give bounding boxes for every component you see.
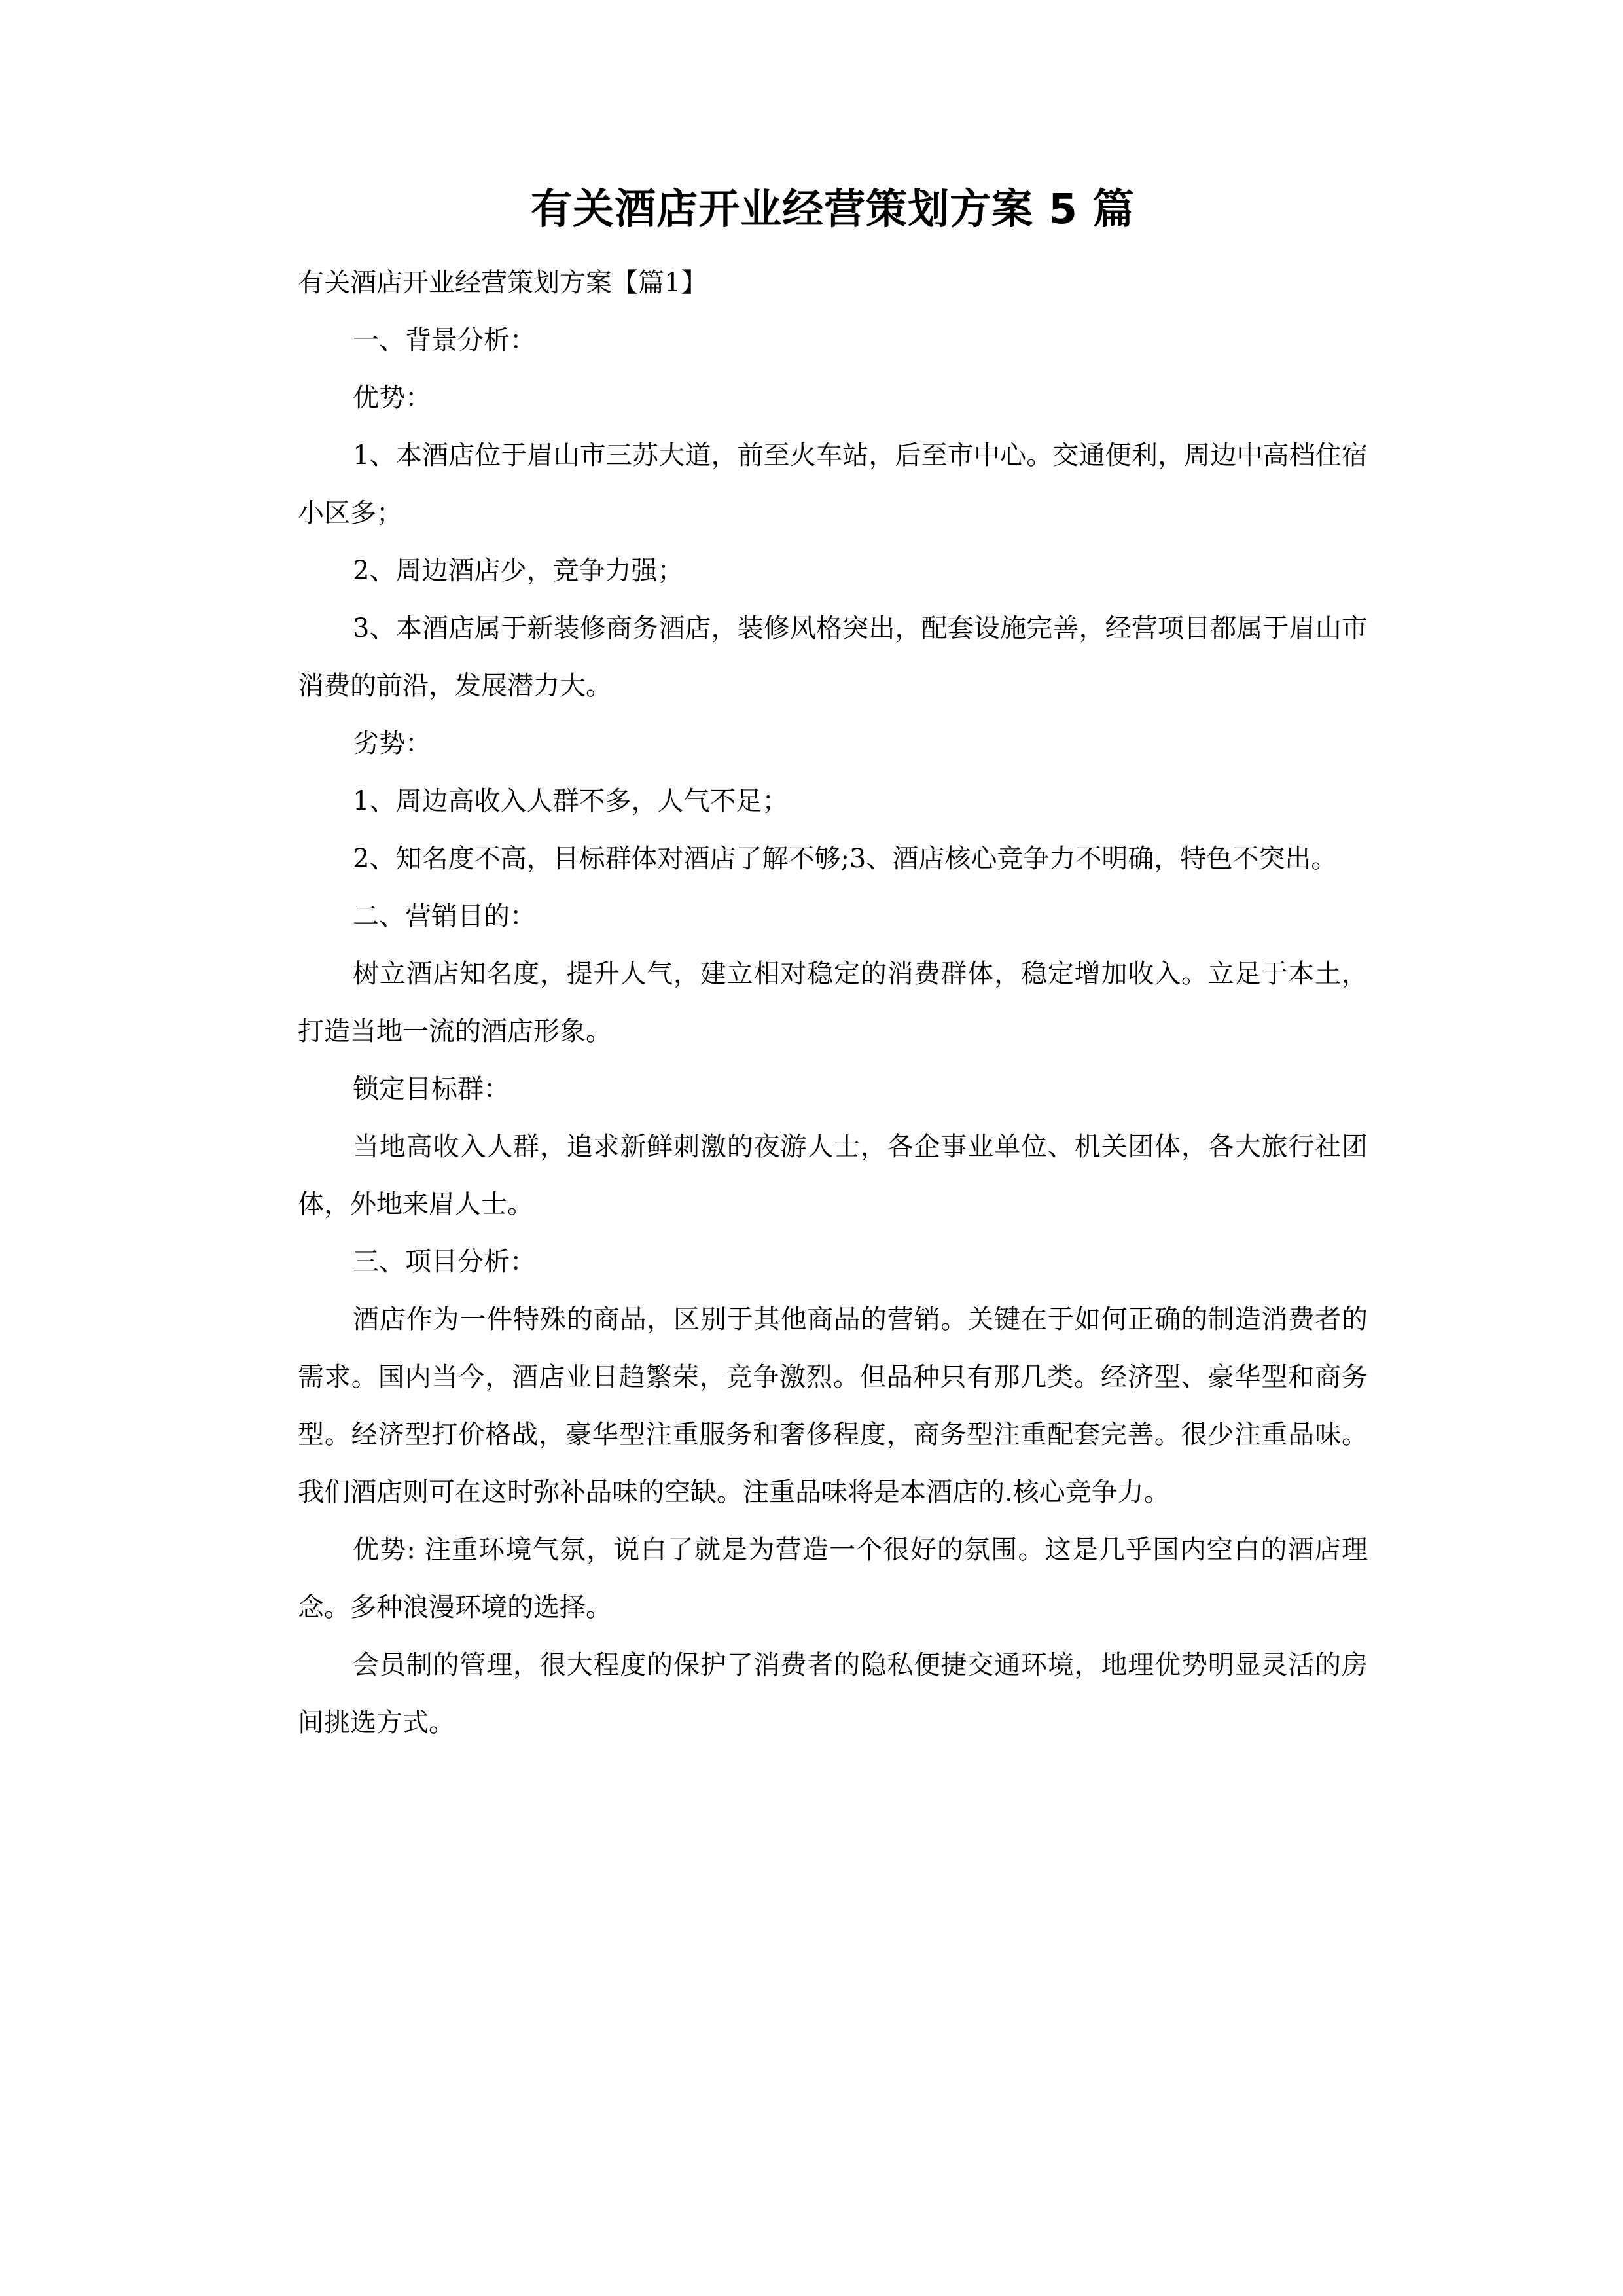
section-heading-marketing-objective: 二、营销目的： bbox=[353, 901, 536, 931]
document-subtitle: 有关酒店开业经营策划方案【篇1】 bbox=[298, 268, 707, 298]
weakness-item-2: 2、知名度不高，目标群体对酒店了解不够;3、酒店核心竞争力不明确，特色不突出。 bbox=[353, 844, 1338, 874]
document-body bbox=[298, 177, 1368, 1751]
marketing-objective-body: 树立酒店知名度，提升人气，建立相对稳定的消费群体，稳定增加收入。立足于本土，打造当地一流的酒店形象。 bbox=[298, 959, 1368, 1047]
target-audience-body: 当地高收入人群，追求新鲜刺激的夜游人士，各企事业单位、机关团体，各大旅行社团体，外地来眉人士。 bbox=[298, 1132, 1368, 1219]
membership-management-body: 会员制的管理，很大程度的保护了消费者的隐私便捷交通环境，地理优势明显灵活的房间挑选方式。 bbox=[298, 1650, 1368, 1738]
strength-item-2: 2、周边酒店少，竞争力强； bbox=[353, 556, 684, 586]
strength-item-1: 1、本酒店位于眉山市三苏大道，前至火车站，后至市中心。交通便利，周边中高档住宿小区多； bbox=[298, 440, 1368, 528]
project-advantage-body: 优势: 注重环境气氛，说白了就是为营造一个很好的氛围。这是几乎国内空白的酒店理念。多种浪漫环境的选择。 bbox=[298, 1535, 1368, 1623]
page-title: 有关酒店开业经营策划方案 5 篇 bbox=[531, 185, 1135, 233]
strength-item-3: 3、本酒店属于新装修商务酒店，装修风格突出，配套设施完善，经营项目都属于眉山市消费的前沿，发展潜力大。 bbox=[298, 613, 1368, 701]
subheading-weaknesses: 劣势： bbox=[353, 728, 431, 759]
weakness-item-1: 1、周边高收入人群不多，人气不足； bbox=[353, 786, 789, 816]
subheading-target-audience: 锁定目标群： bbox=[353, 1074, 510, 1104]
project-analysis-body: 酒店作为一件特殊的商品，区别于其他商品的营销。关键在于如何正确的制造消费者的需求。国内当今，酒店业日趋繁荣，竞争激烈。但品种只有那几类。经济型、豪华型和商务型。经济型打价格战，豪华型注重服务和奢侈程度，商务型注重配套完善。很少注重品味。我们酒店则可在这时弥补品味的空缺。注重品味将是本酒店的.核心竞争力。 bbox=[298, 1304, 1368, 1507]
subheading-strengths: 优势： bbox=[353, 383, 431, 413]
section-heading-project-analysis: 三、项目分析： bbox=[353, 1247, 536, 1277]
section-heading-background-analysis: 一、背景分析： bbox=[353, 325, 536, 355]
